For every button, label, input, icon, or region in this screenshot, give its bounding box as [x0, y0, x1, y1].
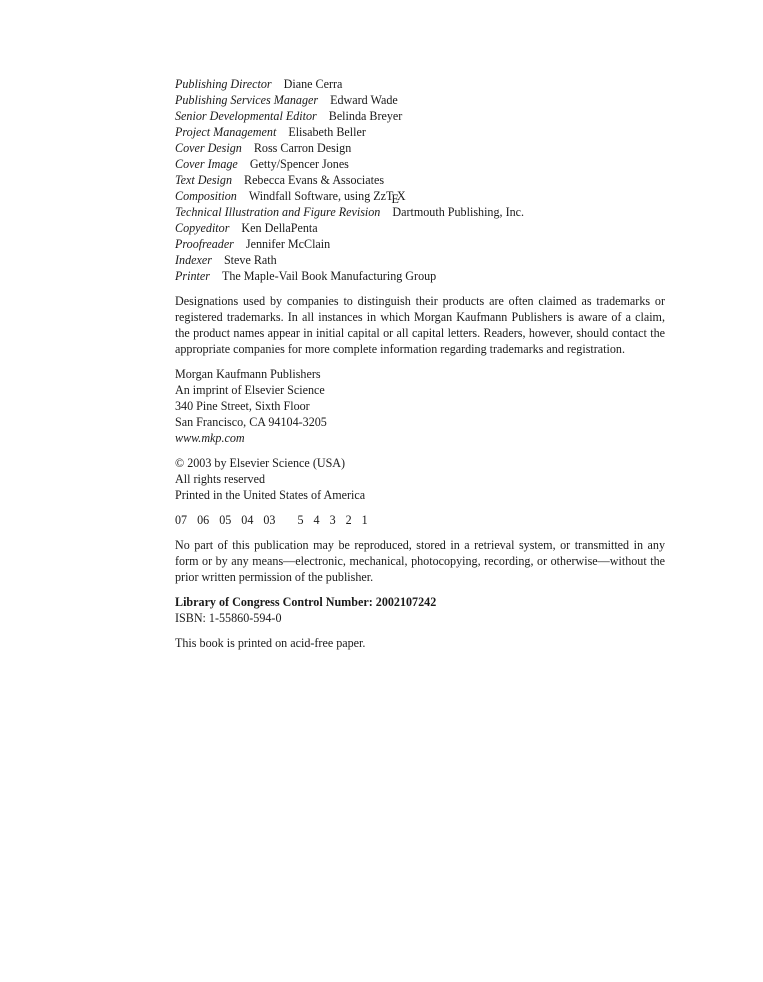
printed-location: Printed in the United States of America — [175, 488, 366, 502]
printing-year: 03 — [263, 513, 276, 527]
credit-name-prefix: Windfall Software, using ZzT — [248, 189, 394, 203]
printing-year: 07 — [175, 513, 188, 527]
credit-name: Ross Carron Design — [253, 141, 352, 155]
credit-role: Senior Developmental Editor — [175, 109, 317, 123]
publisher-address — [175, 366, 665, 446]
credit-name: Diane Cerra — [283, 77, 343, 91]
publisher-website: www.mkp.com — [175, 431, 245, 445]
credit-row — [175, 236, 665, 252]
credit-role: Cover Image — [175, 157, 238, 171]
credit-role: Text Design — [175, 173, 232, 187]
trademark-notice: Designations used by companies to distinguish their products are often claimed as trademarks or registered trademarks. In all instances in which Morgan Kaufmann Publishers is aware of a claim, the product names appear in initial capital or all capital letters. Readers, however, should contact the appropriate companies for more complete information regarding trademarks and registration. — [175, 294, 665, 356]
credit-role: Publishing Services Manager — [175, 93, 319, 107]
credit-role: Proofreader — [175, 237, 234, 251]
printing-impression: 5 — [297, 513, 304, 527]
printing-year: 04 — [241, 513, 254, 527]
printing-year: 05 — [219, 513, 232, 527]
credit-role: Indexer — [175, 253, 212, 267]
credit-row — [175, 108, 665, 124]
credits-list — [175, 76, 665, 284]
credit-name: Dartmouth Publishing, Inc. — [392, 205, 525, 219]
copyright-notice: © 2003 by Elsevier Science (USA) — [175, 456, 346, 470]
credit-name — [248, 189, 406, 206]
printing-impression: 2 — [345, 513, 352, 527]
credit-name-tex-e: E — [391, 192, 399, 206]
credit-row — [175, 140, 665, 156]
printing-year: 06 — [197, 513, 210, 527]
paper-notice: This book is printed on acid-free paper. — [175, 636, 366, 650]
credit-role: Printer — [175, 269, 210, 283]
credit-row — [175, 188, 665, 204]
credit-row — [175, 252, 665, 268]
credit-name: Rebecca Evans & Associates — [244, 173, 385, 187]
publisher-street: 340 Pine Street, Sixth Floor — [175, 399, 310, 413]
credit-name-suffix: X — [396, 189, 406, 203]
credit-role: Technical Illustration and Figure Revision — [175, 205, 381, 219]
credit-role: Composition — [175, 189, 237, 203]
credit-row — [175, 92, 665, 108]
publisher-name: Morgan Kaufmann Publishers — [175, 367, 321, 381]
credit-name: The Maple-Vail Book Manufacturing Group — [221, 269, 437, 283]
lccn: Library of Congress Control Number: 2002107242 — [175, 595, 437, 609]
credit-name: Belinda Breyer — [328, 109, 403, 123]
credit-row — [175, 220, 665, 236]
copyright-page — [175, 76, 665, 651]
credit-role: Publishing Director — [175, 77, 272, 91]
credit-row — [175, 204, 665, 220]
copyright-block — [175, 455, 665, 503]
credit-row — [175, 268, 665, 284]
credit-name: Elisabeth Beller — [288, 125, 366, 139]
credit-row — [175, 156, 665, 172]
credit-name: Ken DellaPenta — [241, 221, 318, 235]
credit-row — [175, 124, 665, 140]
credit-name: Steve Rath — [223, 253, 277, 267]
credit-role: Project Management — [175, 125, 277, 139]
publisher-imprint: An imprint of Elsevier Science — [175, 383, 325, 397]
printing-impression: 3 — [329, 513, 336, 527]
publisher-city: San Francisco, CA 94104-3205 — [175, 415, 327, 429]
credit-row — [175, 76, 665, 92]
credit-name: Getty/Spencer Jones — [249, 157, 349, 171]
printing-impression: 1 — [361, 513, 368, 527]
credit-name: Jennifer McClain — [245, 237, 331, 251]
isbn: ISBN: 1-55860-594-0 — [175, 611, 282, 625]
paper-notice-block — [175, 635, 665, 651]
printing-line — [175, 512, 665, 528]
credit-name: Edward Wade — [330, 93, 398, 107]
printing-impression: 4 — [313, 513, 320, 527]
rights-statement: All rights reserved — [175, 472, 266, 486]
library-info — [175, 594, 665, 626]
credit-role: Copyeditor — [175, 221, 230, 235]
reproduction-notice: No part of this publication may be reproduced, stored in a retrieval system, or transmitted in any form or by any means—electronic, mechanical, photocopying, recording, or otherwise—without the prior written permission of the publisher. — [175, 538, 665, 584]
credit-role: Cover Design — [175, 141, 242, 155]
credit-row — [175, 172, 665, 188]
